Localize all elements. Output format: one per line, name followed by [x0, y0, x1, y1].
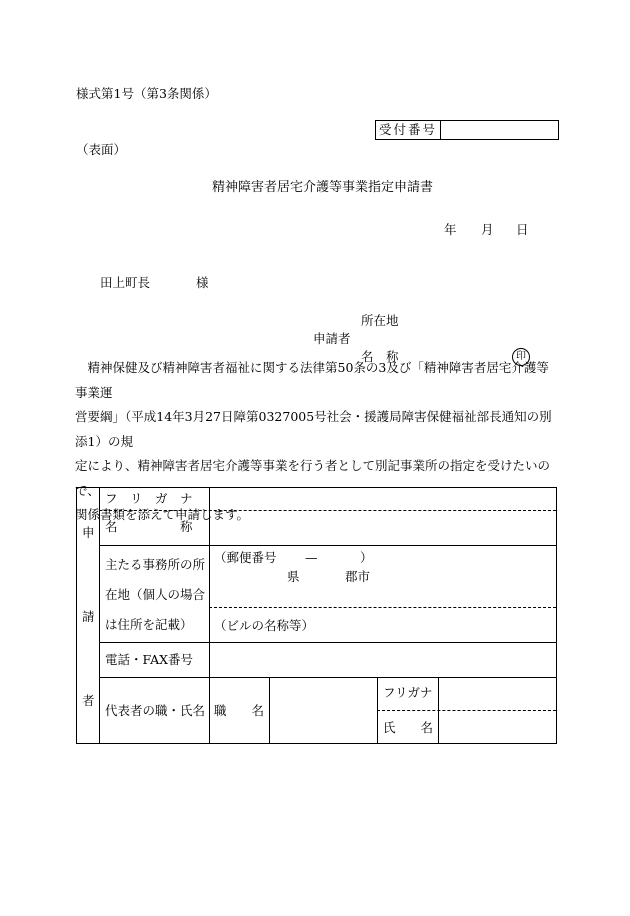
date-month: 月	[481, 222, 494, 237]
side-char: 請	[82, 609, 95, 624]
applicant-label: 申請者	[313, 331, 351, 346]
addressee-honorific: 様	[196, 275, 209, 290]
applicant-table	[76, 487, 557, 744]
office-label-line: 主たる事務所の所	[105, 557, 206, 572]
postal-close: ）	[360, 550, 373, 565]
side-label: （表面）	[76, 142, 127, 157]
rep-furigana-label: フリガナ	[383, 685, 433, 700]
phone-label: 電話・FAX番号	[105, 652, 194, 667]
furigana-label: フ リ ガ ナ	[105, 491, 193, 506]
representative-label: 代表者の職・氏名	[105, 703, 206, 718]
prefecture-label: 県	[287, 569, 300, 584]
addressee-name: 田上町長	[100, 275, 151, 290]
page-title: 精神障害者居宅介護等事業指定申請書	[212, 180, 434, 195]
side-char: 申	[82, 525, 95, 540]
postal-dash: —	[305, 550, 318, 565]
rep-name-label: 氏 名	[383, 720, 434, 735]
rep-furigana-field[interactable]	[440, 679, 554, 709]
city-label: 郡市	[345, 569, 371, 584]
receipt-number-label: 受付番号	[376, 121, 441, 139]
receipt-number-box	[375, 120, 559, 140]
furigana-field[interactable]	[214, 488, 554, 510]
title-label: 職 名	[214, 703, 265, 718]
body-line: 定により、精神障害者居宅介護等事業を行う者として別記事業所の指定を受けたいので、	[75, 458, 551, 498]
name-row-label: 名 称	[105, 519, 193, 534]
seal-mark: 印	[512, 348, 530, 366]
office-label-line: 在地（個人の場合	[105, 587, 206, 602]
form-id: 様式第1号（第3条関係）	[76, 86, 217, 101]
address-label: 所在地	[361, 313, 399, 328]
date-day: 日	[516, 222, 529, 237]
date-year: 年	[444, 222, 457, 237]
name-label: 名 称	[361, 349, 399, 364]
office-label-line: は住所を記載）	[105, 617, 193, 632]
receipt-number-field[interactable]	[442, 121, 558, 139]
body-line: 関係書類を添えて申請します。	[75, 507, 250, 522]
building-label: （ビルの名称等）	[214, 618, 315, 633]
name-field[interactable]	[214, 512, 554, 544]
rep-name-field[interactable]	[440, 712, 554, 742]
body-line: 精神保健及び精神障害者福祉に関する法律第50条の3及び「精神障害者居宅介護等事業運	[75, 360, 549, 400]
side-char: 者	[82, 693, 95, 708]
postal-label: （郵便番号	[214, 550, 277, 565]
body-line: 営要綱」（平成14年3月27日障第0327005号社会・援護局障害保健福祉部長通知の別添1）の規	[75, 409, 552, 449]
phone-field[interactable]	[214, 644, 554, 676]
title-field[interactable]	[271, 679, 375, 741]
